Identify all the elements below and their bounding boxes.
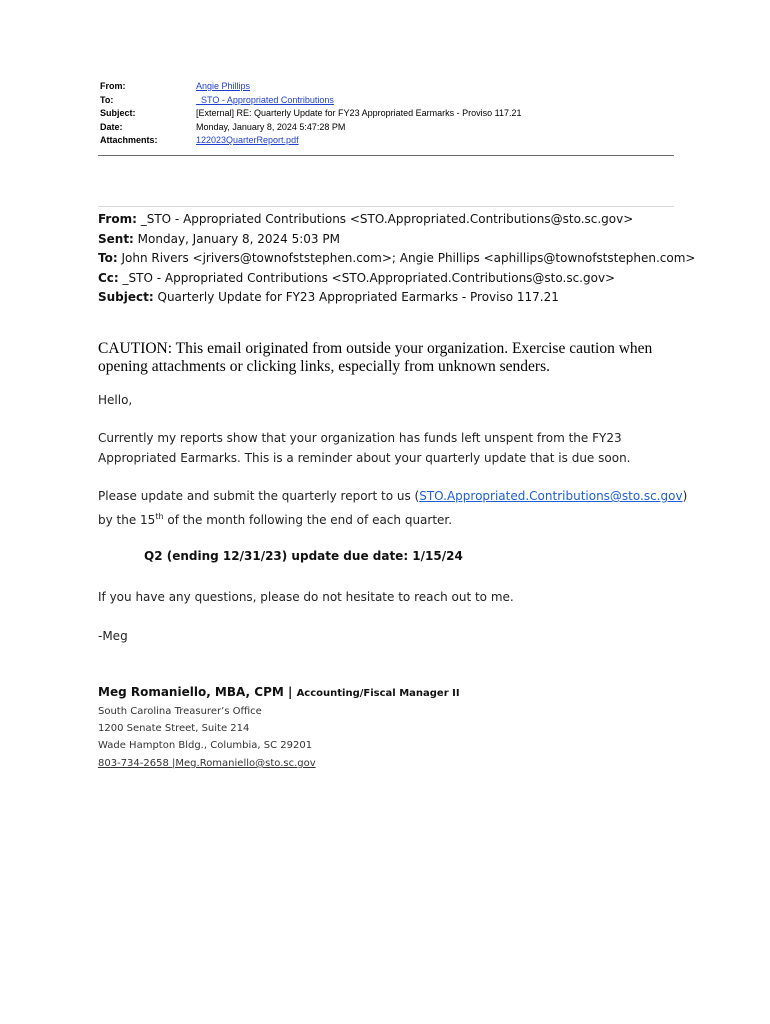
header-to-label: To: <box>100 94 114 105</box>
paragraph-2-suffix: ) <box>682 489 688 503</box>
paragraph-1-line-1: Currently my reports show that your organization has funds left unspent from the FY23 <box>98 431 622 445</box>
paragraph-1-line-2: Appropriated Earmarks. This is a reminder about your quarterly update that is due soon. <box>98 451 631 465</box>
header-to-link[interactable]: _STO - Appropriated Contributions <box>196 94 334 105</box>
signature-contact-link[interactable]: 803-734-2658 |Meg.Romaniello@sto.sc.gov <box>98 758 316 769</box>
fwd-sent-row <box>98 230 698 250</box>
fwd-to-value: John Rivers <jrivers@townofststephen.com>; Angie Phillips <aphillips@townofststephen.com> <box>117 251 696 265</box>
header-attachments-row <box>100 134 675 148</box>
fwd-from-label: From: <box>98 212 137 226</box>
fwd-to-row <box>98 249 698 269</box>
fwd-to-label: To: <box>98 251 118 265</box>
header-divider <box>98 155 674 156</box>
header-from-row <box>100 80 675 94</box>
fwd-sent-value: Monday, January 8, 2024 5:03 PM <box>133 231 340 246</box>
forward-divider <box>98 206 674 207</box>
header-subject-label: Subject: <box>100 108 136 118</box>
signature-office: South Carolina Treasurer’s Office <box>98 706 262 717</box>
fwd-cc-label: Cc: <box>98 270 119 285</box>
paragraph-2-line-1 <box>98 486 687 506</box>
header-from-link[interactable]: Angie Phillips <box>196 81 251 91</box>
fwd-from-row <box>98 210 698 230</box>
signature-street: 1200 Senate Street, Suite 214 <box>98 723 250 734</box>
header-date-label: Date: <box>100 121 123 132</box>
signoff: -Meg <box>98 629 128 643</box>
questions-line: If you have any questions, please do not hesitate to reach out to me. <box>98 590 514 604</box>
paragraph-2-line-2-prefix: by the 15 <box>98 513 156 527</box>
signature-name: Meg Romaniello, MBA, CPM <box>98 685 284 699</box>
fwd-cc-value: _STO - Appropriated Contributions <STO.Appropriated.Contributions@sto.sc.gov> <box>118 270 616 285</box>
due-date-line: Q2 (ending 12/31/23) update due date: 1/15/24 <box>144 549 463 563</box>
greeting: Hello, <box>98 393 133 407</box>
fwd-subject-value: Quarterly Update for FY23 Appropriated Earmarks - Proviso 117.21 <box>153 290 559 304</box>
attachment-link[interactable]: 122023QuarterReport.pdf <box>196 135 299 145</box>
header-subject-value: [External] RE: Quarterly Update for FY23 Appropriated Earmarks - Proviso 117.21 <box>196 108 522 118</box>
email-header <box>100 80 675 148</box>
fwd-sent-label: Sent: <box>98 231 134 246</box>
signature-title: Accounting/Fiscal Manager II <box>296 688 460 699</box>
signature-building: Wade Hampton Bldg., Columbia, SC 29201 <box>98 740 313 751</box>
fwd-from-value: _STO - Appropriated Contributions <STO.Appropriated.Contributions@sto.sc.gov> <box>136 212 634 226</box>
header-to-row <box>100 94 675 108</box>
fwd-cc-row <box>98 269 698 289</box>
paragraph-2-prefix: Please update and submit the quarterly report to us ( <box>98 489 420 503</box>
header-attachments-label: Attachments: <box>100 135 158 145</box>
header-subject-row <box>100 107 675 121</box>
header-date-value: Monday, January 8, 2024 5:47:28 PM <box>196 121 346 132</box>
paragraph-2-line-2 <box>98 510 452 530</box>
fwd-subject-row <box>98 288 698 308</box>
header-from-label: From: <box>100 81 126 91</box>
header-date-row <box>100 121 675 135</box>
signature-separator: | <box>283 685 297 699</box>
paragraph-2-line-2-suffix: of the month following the end of each quarter. <box>163 513 453 527</box>
fwd-subject-label: Subject: <box>98 290 154 304</box>
contributions-email-link[interactable]: STO.Appropriated.Contributions@sto.sc.gov <box>419 489 683 503</box>
caution-banner: CAUTION: This email originated from outside your organization. Exercise caution when opening attachments or clicking links, especially from unknown senders. <box>98 340 653 375</box>
ordinal-suffix: th <box>155 512 164 521</box>
signature-name-line <box>98 685 460 699</box>
forwarded-header <box>98 210 698 308</box>
